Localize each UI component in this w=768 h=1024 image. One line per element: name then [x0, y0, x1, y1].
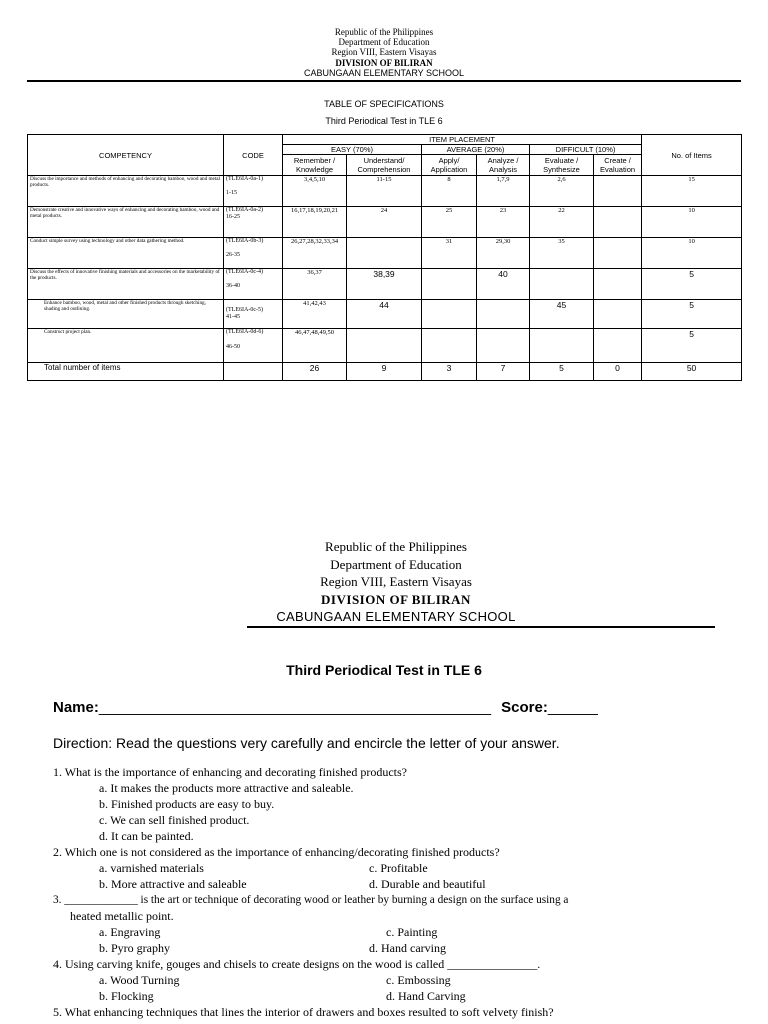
header-division: DIVISION OF BILIRAN: [335, 57, 433, 68]
table-row: [28, 238, 742, 269]
range-text: 36-40: [226, 283, 240, 289]
question-3: 3. _____________ is the art or technique of decorating wood or leather by burning a design on the surface using a: [53, 894, 569, 906]
header-school: CABUNGAAN ELEMENTARY SCHOOL: [303, 67, 465, 78]
analyze-cell: 29,30: [477, 238, 530, 269]
create-cell: [594, 238, 642, 269]
code-text: (TLE6IA-0c-5): [226, 307, 263, 313]
code-text: (TLE6IA-0a-1): [226, 176, 263, 182]
evaluate-cell: 35: [530, 238, 594, 269]
question-5: 5. What enhancing techniques that lines the interior of drawers and boxes resulted to soft velvety finish?: [53, 1005, 554, 1019]
code-text: (TLE6IA-0b-3): [226, 238, 264, 244]
header-item-placement: ITEM PLACEMENT: [283, 135, 642, 145]
remember-cell: 26,27,28,32,33,34: [283, 238, 347, 269]
question-1-option-b: b. Finished products are easy to buy.: [99, 797, 275, 811]
totals-remember: 26: [283, 363, 347, 381]
competency-cell: Discuss the effects of innovative finishing materials and accessories on the marketability of the products.: [28, 269, 224, 300]
question-1: 1. What is the importance of enhancing and decorating finished products?: [53, 765, 407, 779]
remember-cell: 16,17,18,19,20,21: [283, 207, 347, 238]
totals-apply: 3: [422, 363, 477, 381]
question-2-option-b: b. More attractive and saleable: [99, 877, 247, 891]
evaluate-cell: 22: [530, 207, 594, 238]
question-3-option-d: d. Hand carving: [369, 941, 446, 955]
name-score-row: [53, 699, 598, 716]
totals-understand: 9: [347, 363, 422, 381]
header-department: Department of Education: [330, 556, 462, 572]
header-region: Region VIII, Eastern Visayas: [320, 574, 472, 589]
header-division: DIVISION OF BILIRAN: [321, 591, 471, 607]
header-competency: COMPETENCY: [28, 135, 224, 176]
understand-cell: 11-15: [347, 176, 422, 207]
header-difficult: DIFFICULT (10%): [530, 145, 642, 155]
question-4-option-c: c. Embossing: [386, 973, 451, 987]
header-code: CODE: [224, 135, 283, 176]
totals-row: [28, 363, 742, 381]
competency-cell: Enhance bamboo, wood, metal and other finished products through sketching, shading and outlining.: [28, 300, 224, 329]
question-3-option-c: c. Painting: [386, 925, 438, 939]
code-cell: [224, 329, 283, 363]
total-cell: 5: [642, 300, 742, 329]
header-school: CABUNGAAN ELEMENTARY SCHOOL: [276, 609, 516, 624]
total-cell: 5: [642, 329, 742, 363]
table-row: [28, 300, 742, 329]
create-cell: [594, 176, 642, 207]
totals-total: 50: [642, 363, 742, 381]
evaluate-cell: 45: [530, 300, 594, 329]
remember-cell: 36,37: [283, 269, 347, 300]
competency-cell: Discuss the importance and methods of enhancing and decorating bamboo, wood and metal products.: [28, 176, 224, 207]
code-text: (TLE6IA-0a-2): [226, 207, 263, 213]
apply-cell: [422, 300, 477, 329]
range-text: 16-25: [226, 214, 240, 220]
question-3-option-b: b. Pyro graphy: [99, 941, 170, 955]
totals-analyze: 7: [477, 363, 530, 381]
create-cell: [594, 269, 642, 300]
understand-cell: [347, 238, 422, 269]
range-text: 41-45: [226, 314, 240, 320]
score-line: ______: [547, 699, 598, 716]
evaluate-cell: 2,6: [530, 176, 594, 207]
question-1-option-d: d. It can be painted.: [99, 829, 194, 843]
remember-cell: 46,47,48,49,50: [283, 329, 347, 363]
apply-cell: 25: [422, 207, 477, 238]
totals-create: 0: [594, 363, 642, 381]
direction-text: Direction: Read the questions very carefully and encircle the letter of your answer.: [53, 735, 560, 751]
analyze-cell: 40: [477, 269, 530, 300]
question-2-option-c: c. Profitable: [369, 861, 428, 875]
header-average: AVERAGE (20%): [422, 145, 530, 155]
question-4-option-b: b. Flocking: [99, 989, 154, 1003]
header-divider: [27, 80, 741, 82]
question-4: 4. Using carving knife, gouges and chisels to create designs on the wood is called _______________.: [53, 957, 541, 971]
total-cell: 5: [642, 269, 742, 300]
evaluate-cell: [530, 329, 594, 363]
code-cell: [224, 207, 283, 238]
header-easy: EASY (70%): [283, 145, 422, 155]
table-row: [28, 207, 742, 238]
analyze-cell: 23: [477, 207, 530, 238]
question-3-option-a: a. Engraving: [99, 925, 161, 939]
understand-cell: 44: [347, 300, 422, 329]
header-department: Department of Education: [338, 37, 430, 48]
competency-cell: Construct project plan.: [28, 329, 224, 363]
question-4-option-a: a. Wood Turning: [99, 973, 180, 987]
name-line: _______________________________________________: [98, 699, 491, 716]
question-3-continued: heated metallic point.: [70, 909, 174, 923]
name-label: Name:: [53, 699, 99, 716]
total-cell: 15: [642, 176, 742, 207]
header-understand: Understand/ Comprehension: [347, 155, 422, 176]
header-republic: Republic of the Philippines: [334, 27, 434, 37]
question-2-option-d: d. Durable and beautiful: [369, 877, 486, 891]
tos-subtitle: Third Periodical Test in TLE 6: [325, 116, 443, 126]
header-evaluate: Evaluate / Synthesize: [530, 155, 594, 176]
code-text: (TLE6IA-0c-4): [226, 269, 263, 275]
test-header-divider: [247, 626, 715, 628]
competency-cell: Conduct simple survey using technology and other data gathering method.: [28, 238, 224, 269]
question-1-option-c: c. We can sell finished product.: [99, 813, 250, 827]
code-text: (TLE6IA-0d-6): [226, 329, 264, 335]
code-cell: [224, 176, 283, 207]
question-2: 2. Which one is not considered as the importance of enhancing/decorating finished products?: [53, 845, 500, 859]
test-school-header: [12, 538, 768, 626]
table-row: [28, 269, 742, 300]
evaluate-cell: [530, 269, 594, 300]
remember-cell: 3,4,5,10: [283, 176, 347, 207]
header-remember: Remember / Knowledge: [283, 155, 347, 176]
total-cell: 10: [642, 238, 742, 269]
remember-cell: 41,42,43: [283, 300, 347, 329]
header-create: Create / Evaluation: [594, 155, 642, 176]
understand-cell: [347, 329, 422, 363]
analyze-cell: [477, 300, 530, 329]
question-4-option-d: d. Hand Carving: [386, 989, 466, 1003]
test-title: Third Periodical Test in TLE 6: [286, 662, 482, 678]
header-apply: Apply/ Application: [422, 155, 477, 176]
specifications-table: [27, 134, 742, 381]
header-republic: Republic of the Philippines: [325, 539, 467, 554]
tos-title: TABLE OF SPECIFICATIONS: [324, 99, 444, 109]
create-cell: [594, 329, 642, 363]
range-text: 46-50: [226, 344, 240, 350]
header-analyze: Analyze / Analysis: [477, 155, 530, 176]
header-no-items: No. of Items: [642, 135, 742, 176]
analyze-cell: [477, 329, 530, 363]
question-1-option-a: a. It makes the products more attractive and saleable.: [99, 781, 354, 795]
code-cell: [224, 269, 283, 300]
competency-cell: Demonstrate creative and innovative ways of enhancing and decorating bamboo, wood and metal products.: [28, 207, 224, 238]
range-text: 1-15: [226, 190, 237, 196]
table-row: [28, 176, 742, 207]
apply-cell: [422, 329, 477, 363]
code-cell: [224, 300, 283, 329]
apply-cell: 8: [422, 176, 477, 207]
apply-cell: [422, 269, 477, 300]
table-row: [28, 329, 742, 363]
code-cell: [224, 238, 283, 269]
understand-cell: 38,39: [347, 269, 422, 300]
create-cell: [594, 300, 642, 329]
analyze-cell: 1,7,9: [477, 176, 530, 207]
totals-code-cell: [224, 363, 283, 381]
header-region: Region VIII, Eastern Visayas: [331, 47, 437, 58]
understand-cell: 24: [347, 207, 422, 238]
apply-cell: 31: [422, 238, 477, 269]
create-cell: [594, 207, 642, 238]
school-header: [0, 27, 768, 78]
question-2-option-a: a. varnished materials: [99, 861, 204, 875]
totals-evaluate: 5: [530, 363, 594, 381]
totals-label: Total number of items: [28, 363, 224, 381]
range-text: 26-35: [226, 252, 240, 258]
score-label: Score:: [501, 699, 548, 716]
total-cell: 10: [642, 207, 742, 238]
